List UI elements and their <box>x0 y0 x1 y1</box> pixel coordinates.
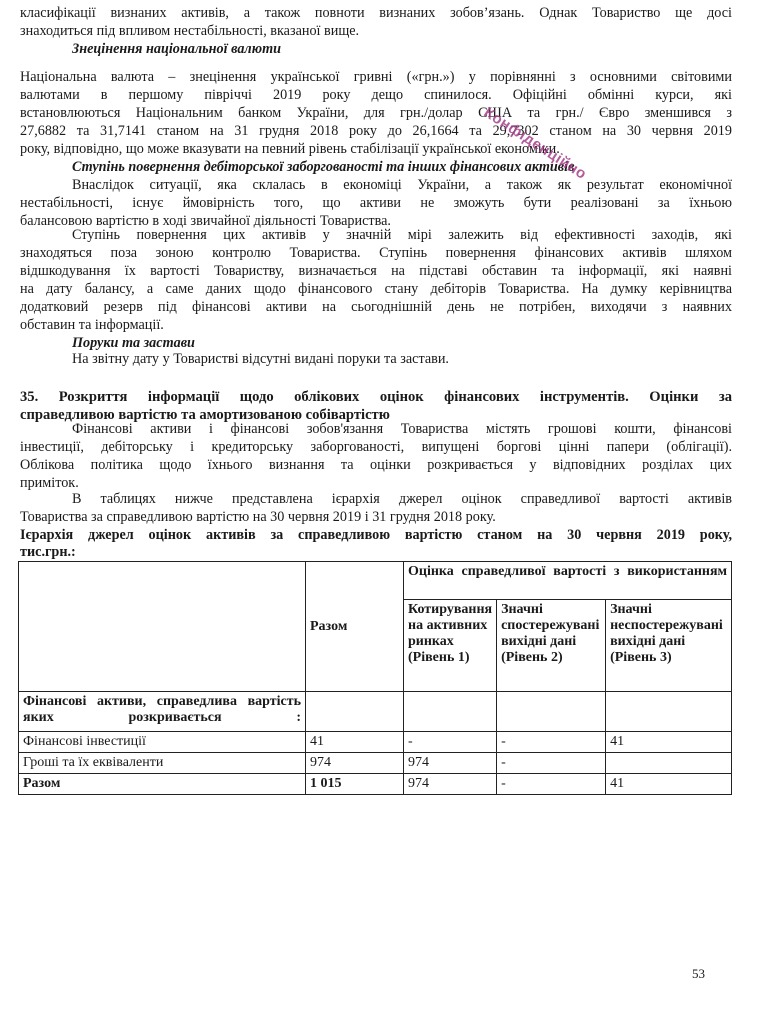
table-row <box>19 732 732 753</box>
table-total-row <box>19 774 732 795</box>
paragraph-line: Внаслідок ситуації, яка склалась в економіці України, а також як результат економічної <box>72 177 732 193</box>
row-label: Гроші та їх еквіваленти <box>19 753 306 774</box>
column-header-level3: Значні неспостережувані вихідні дані (Рівень 3) <box>606 600 732 692</box>
paragraph-line: На звітну дату у Товаристві відсутні видані поруки та застави. <box>72 351 449 367</box>
paragraph-line: Облікова політика щодо їхнього визнання та оцінки розкривається у відповідних розділах цих <box>20 457 732 473</box>
paragraph-line: знаходяться поза зоною контролю Товариства. Ступінь повернення фінансових активів шляхом <box>20 245 732 261</box>
subheading-guarantees: Поруки та застави <box>72 335 195 351</box>
fair-value-hierarchy-table <box>18 561 732 795</box>
table-row <box>19 692 732 732</box>
cell-level3: 41 <box>606 774 732 795</box>
row-label: Фінансові інвестиції <box>19 732 306 753</box>
table-caption-unit: тис.грн.: <box>20 544 76 560</box>
cell-level2: - <box>497 753 606 774</box>
paragraph-line: Ступінь повернення цих активів у значній мірі залежить від ефективності заходів, які <box>72 227 732 243</box>
cell-level1: - <box>404 732 497 753</box>
column-header-level1: Котирування на активних ринках (Рівень 1) <box>404 600 497 692</box>
table-row <box>19 753 732 774</box>
section-35-title-cont: справедливою вартістю та амортизованою собівартістю <box>20 407 390 423</box>
cell-level3 <box>606 753 732 774</box>
paragraph-line: класифікації визнаних активів, а також повноти визнаних зобов’язань. Однак Товариство ще досі <box>20 5 732 21</box>
paragraph-line: відшкодування їх вартості Товариству, визначається на підставі обставин та інформації, які наявні <box>20 263 732 279</box>
paragraph-line: інвестиції, дебіторську і кредиторську заборгованості, випущені боргові цінні папери (облігації). <box>20 439 732 455</box>
cell-total: 974 <box>306 753 404 774</box>
column-group-header: Оцінка справедливої вартості з використанням <box>404 562 732 600</box>
cell-level2: - <box>497 732 606 753</box>
column-header-level2: Значні спостережувані вихідні дані (Рівень 2) <box>497 600 606 692</box>
paragraph-line: В таблицях нижче представлена ієрархія джерел оцінок справедливої вартості активів <box>72 491 732 507</box>
cell-level1: 974 <box>404 774 497 795</box>
paragraph-line: Фінансові активи і фінансові зобов'язання Товариства містять грошові кошти, фінансові <box>72 421 732 437</box>
paragraph-line: Товариства за справедливою вартістю на 30 червня 2019 і 31 грудня 2018 року. <box>20 509 496 525</box>
paragraph-line: знаходиться під впливом нестабільності, вказаної вище. <box>20 23 360 39</box>
cell-level1 <box>404 692 497 732</box>
paragraph-line: Національна валюта – знецінення української гривні («грн.») у порівнянні з основними світовими <box>20 69 732 85</box>
row-label: Разом <box>19 774 306 795</box>
subheading-currency: Знецінення національної валюти <box>72 41 281 57</box>
page-number: 53 <box>692 966 705 981</box>
paragraph-line: обставин та інформації. <box>20 317 164 333</box>
cell-level3: 41 <box>606 732 732 753</box>
paragraph-line: встановлюються Національним банком України, для грн./долар США та грн./ Євро зменшився з <box>20 105 732 121</box>
cell-level2 <box>497 692 606 732</box>
subheading-recovery: Ступінь повернення дебіторської заборгованості та інших фінансових активів <box>72 159 575 175</box>
paragraph-line: на дату балансу, а саме даних щодо фінансового стану дебіторів Товариства. На думку керівництва <box>20 281 732 297</box>
table-corner-cell <box>19 562 306 692</box>
paragraph-line: балансовою вартістю в ході звичайної діяльності Товариства. <box>20 213 391 229</box>
cell-level3 <box>606 692 732 732</box>
column-header-total: Разом <box>306 562 404 692</box>
cell-level2: - <box>497 774 606 795</box>
paragraph-line: валютами в першому півріччі 2019 року дещо спинилося. Офіційні обмінні курси, які <box>20 87 732 103</box>
table-caption: Ієрархія джерел оцінок активів за справедливою вартістю станом на 30 червня 2019 року, <box>20 527 732 543</box>
cell-level1: 974 <box>404 753 497 774</box>
paragraph-line: 27,6882 та 31,7141 станом на 31 грудня 2018 року до 26,1664 та 29,7302 станом на 30 червня 2019 <box>20 123 732 139</box>
cell-total: 41 <box>306 732 404 753</box>
cell-total <box>306 692 404 732</box>
paragraph-line: року, відповідно, що може вказувати на певний рівень стабілізації української економіки. <box>20 141 560 157</box>
paragraph-line: нестабільності, існує ймовірність того, що активи не зможуть бути реалізовані за їхньою <box>20 195 732 211</box>
paragraph-line: приміток. <box>20 475 79 491</box>
cell-total: 1 015 <box>306 774 404 795</box>
confidential-stamp: Конфіденційно <box>480 104 590 184</box>
paragraph-line: додатковий резерв під фінансові активи на сьогоднішній день не потрібен, виходячи з наявних <box>20 299 732 315</box>
row-label: Фінансові активи, справедлива вартість яких розкривається : <box>19 692 306 732</box>
section-35-title: 35. Розкриття інформації щодо облікових оцінок фінансових інструментів. Оцінки за <box>20 389 732 405</box>
